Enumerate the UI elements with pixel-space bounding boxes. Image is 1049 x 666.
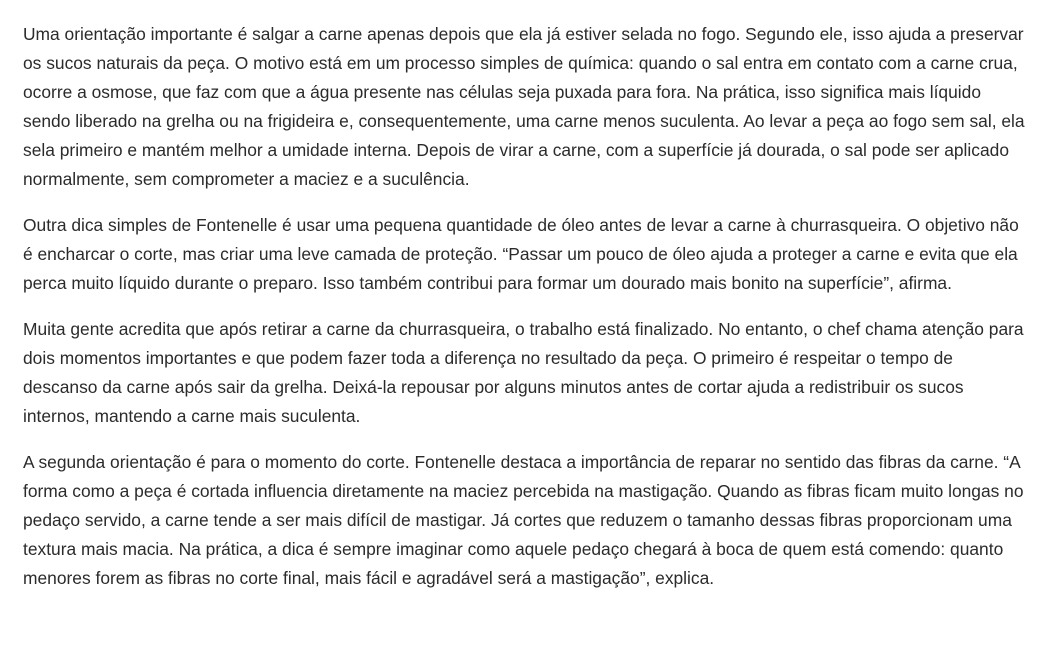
- article-paragraph: Muita gente acredita que após retirar a carne da churrasqueira, o trabalho está finalizado. No entanto, o chef chama atenção para dois momentos importantes e que podem fazer toda a diferença no resultado da peça. O primeiro é respeitar o tempo de descanso da carne após sair da grelha. Deixá-la repousar por alguns minutos antes de cortar ajuda a redistribuir os sucos internos, mantendo a carne mais suculenta.: [23, 319, 1024, 426]
- article-paragraph: A segunda orientação é para o momento do corte. Fontenelle destaca a importância de reparar no sentido das fibras da carne. “A forma como a peça é cortada influencia diretamente na maciez percebida na mastigação. Quando as fibras ficam muito longas no pedaço servido, a carne tende a ser mais difícil de mastigar. Já cortes que reduzem o tamanho dessas fibras proporcionam uma textura mais macia. Na prática, a dica é sempre imaginar como aquele pedaço chegará à boca de quem está comendo: quanto menores forem as fibras no corte final, mais fácil e agradável será a mastigação”, explica.: [23, 452, 1024, 588]
- article-paragraph: Uma orientação importante é salgar a carne apenas depois que ela já estiver selada no fogo. Segundo ele, isso ajuda a preservar os sucos naturais da peça. O motivo está em um processo simples de química: quando o sal entra em contato com a carne crua, ocorre a osmose, que faz com que a água presente nas células seja puxada para fora. Na prática, isso significa mais líquido sendo liberado na grelha ou na frigideira e, consequentemente, uma carne menos suculenta. Ao levar a peça ao fogo sem sal, ela sela primeiro e mantém melhor a umidade interna. Depois de virar a carne, com a superfície já dourada, o sal pode ser aplicado normalmente, sem comprometer a maciez e a suculência.: [23, 24, 1025, 189]
- article-paragraph: Outra dica simples de Fontenelle é usar uma pequena quantidade de óleo antes de levar a carne à churrasqueira. O objetivo não é encharcar o corte, mas criar uma leve camada de proteção. “Passar um pouco de óleo ajuda a proteger a carne e evita que ela perca muito líquido durante o preparo. Isso também contribui para formar um dourado mais bonito na superfície”, afirma.: [23, 215, 1019, 293]
